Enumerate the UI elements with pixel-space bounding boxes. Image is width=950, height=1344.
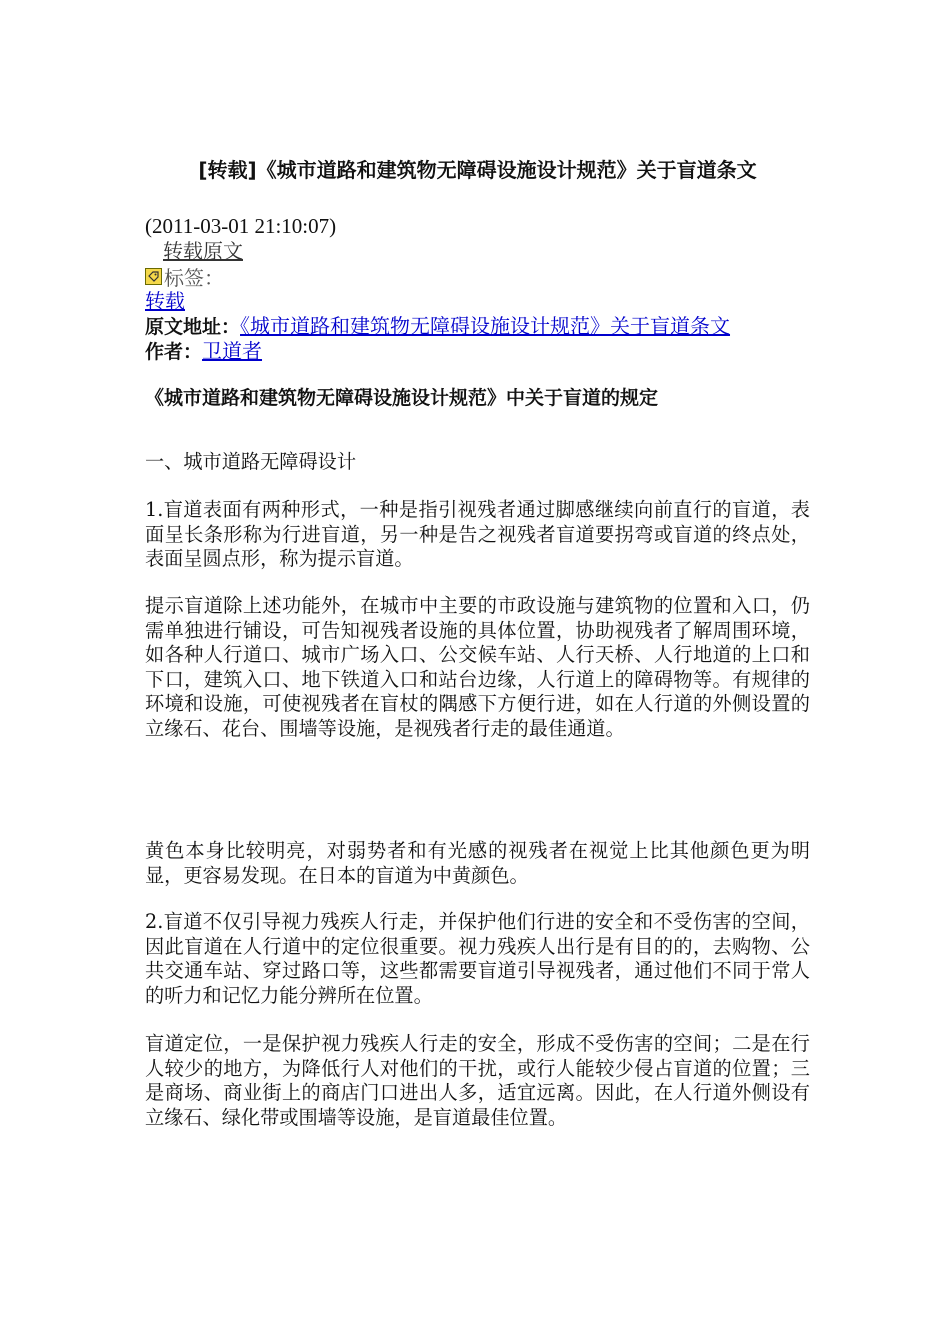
author-label: 作者： — [145, 341, 203, 363]
post-timestamp: (2011-03-01 21:10:07) — [145, 214, 337, 238]
paragraph-1: 1.盲道表面有两种形式，一种是指引视残者通过脚感继续向前直行的盲道，表面呈长条形称为行进盲道，另一种是告之视残者盲道要拐弯或盲道的终点处，表面呈圆点形，称为提示盲道。 — [145, 498, 810, 570]
source-row — [145, 314, 730, 340]
paragraph-4: 2.盲道不仅引导视力残疾人行走，并保护他们行进的安全和不受伤害的空间，因此盲道在人行道中的定位很重要。视力残疾人出行是有目的的，去购物、公共交通车站、穿过路口等，这些都需要盲道引导视残者，通过他们不同于常人的听力和记忆力能分辨所在位置。 — [145, 910, 810, 1007]
author-link[interactable]: 卫道者 — [202, 339, 263, 363]
tags-label: 标签： — [164, 266, 224, 290]
author-row — [145, 339, 262, 365]
paragraph-2: 提示盲道除上述功能外，在城市中主要的市政设施与建筑物的位置和入口，仍需单独进行铺设，可告知视残者设施的具体位置，协助视残者了解周围环境，如各种人行道口、城市广场入口、公交候车站、人行天桥、人行地道的上口和下口，建筑入口、地下铁道入口和站台边缘，人行道上的障碍物等。有规律的环境和设施，可使视残者在盲杖的隅感下方便行进，如在人行道的外侧设置的立缘石、花台、围墙等设施，是视残者行走的最佳通道。 — [145, 594, 810, 740]
paragraph-5: 盲道定位，一是保护视力残疾人行走的安全，形成不受伤害的空间；二是在行人较少的地方，为降低行人对他们的干扰，或行人能较少侵占盲道的位置；三是商场、商业街上的商店门口进出人多，适宜远离。因此，在人行道外侧设有立缘石、绿化带或围墙等设施，是盲道最佳位置。 — [145, 1032, 810, 1129]
tag-link[interactable]: 转载 — [145, 289, 185, 313]
article-subtitle: 《城市道路和建筑物无障碍设施设计规范》中关于盲道的规定 — [145, 387, 659, 409]
article-title: [转载]《城市道路和建筑物无障碍设施设计规范》关于盲道条文 — [198, 158, 757, 182]
paragraph-3: 黄色本身比较明亮，对弱势者和有光感的视残者在视觉上比其他颜色更为明显，更容易发现。在日本的盲道为中黄颜色。 — [145, 839, 810, 887]
tag-icon — [145, 268, 162, 285]
section-heading: 一、城市道路无障碍设计 — [145, 450, 357, 473]
source-label: 原文地址： — [145, 316, 241, 338]
repost-original-link[interactable]: 转载原文 — [163, 239, 243, 263]
source-link[interactable]: 《城市道路和建筑物无障碍设施设计规范》关于盲道条文 — [240, 314, 731, 338]
tags-row — [145, 264, 224, 289]
